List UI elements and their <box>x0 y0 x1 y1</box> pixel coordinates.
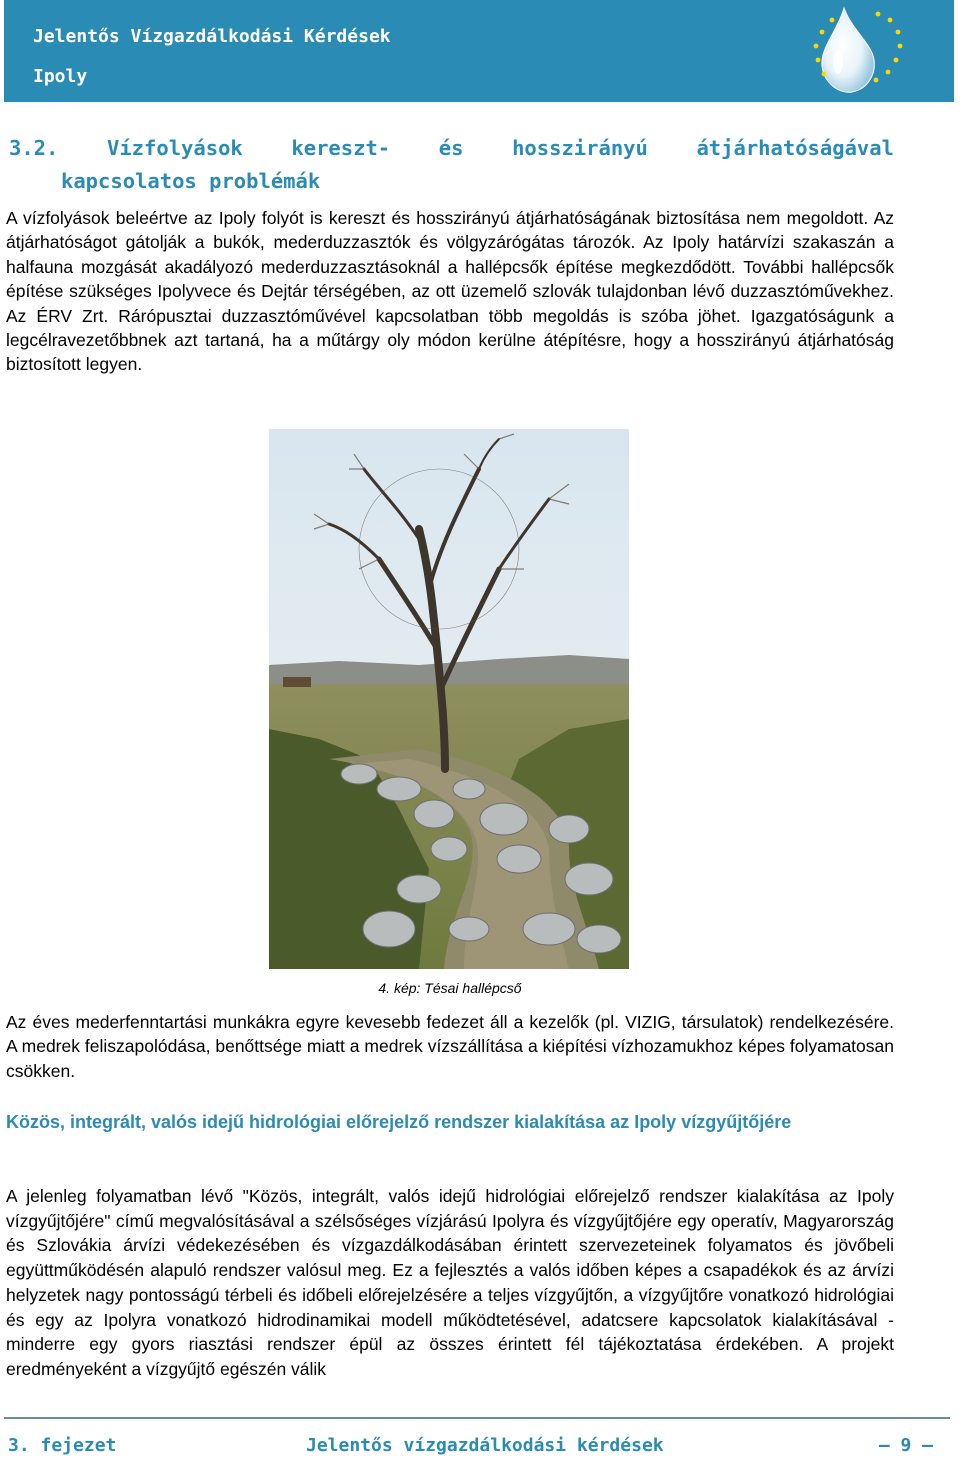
water-drop-eu-stars-logo <box>808 0 954 98</box>
section-word: kereszt- <box>291 136 391 160</box>
section-title <box>9 132 894 198</box>
section-title-line2: kapcsolatos problémák <box>61 169 321 193</box>
page-header <box>4 0 954 102</box>
header-title: Jelentős Vízgazdálkodási Kérdések <box>33 26 391 47</box>
header-subtitle: Ipoly <box>33 66 88 87</box>
subheading: Közös, integrált, valós idejű hidrológiai előrejelző rendszer kialakítása az Ipoly vízgyűjtőjére <box>6 1112 792 1132</box>
footer-rule <box>4 1417 950 1419</box>
body-paragraph: A jelenleg folyamatban lévő "Közös, integrált, valós idejű hidrológiai előrejelző rendszer kialakítása az Ipoly vízgyűjtőjére" című megvalósításával a szélsőséges vízjárású Ipolyra és vízgyűjtőjére egy operatív, Magyarország és Szlovákia árvízi védekezésében és vízgazdálkodásában érintett szervezeteinek folyamatos és jövőbeli együttműködésén alapuló rendszer valósul meg. Ez a fejlesztés a valós időben képes a csapadékok és az árvízi helyzetek nagy pontosságú térbeli és időbeli előrejelzésére a teljes vízgyűjtőn, a vízgyűjtőre vonatkozó hidrológiai és egy az Ipolyra vonatkozó hidrodinamikai modell működtetésével, adatcsere kapcsolatok kialakításával - minderre egy gyors riasztási rendszer épül az összes érintett fél tájékoztatása érdekében. A projekt eredményeként a vízgyűjtő egészén válik <box>6 1186 894 1379</box>
section-word: és <box>438 136 464 160</box>
footer-chapter: 3. fejezet <box>8 1435 117 1456</box>
footer-title: Jelentős vízgazdálkodási kérdések <box>306 1435 664 1456</box>
section-number: 3.2. <box>9 136 59 160</box>
fish-ladder-photo <box>269 429 629 969</box>
page-number: ― 9 ― <box>878 1435 933 1456</box>
body-paragraph: Az éves mederfenntartási munkákra egyre kevesebb fedezet áll a kezelők (pl. VIZIG, társulatok) rendelkezésére. A medrek feliszapolódása, benőttsége miatt a medrek vízszállítása a kiépítési vízhozamukhoz képes folyamatosan csökken. <box>6 1012 894 1081</box>
section-word: átjárhatóságával <box>696 136 894 160</box>
section-word: hosszirányú <box>512 136 648 160</box>
figure-caption: 4. kép: Tésai hallépcső <box>378 980 522 996</box>
page-footer <box>8 1435 933 1461</box>
body-paragraph: A vízfolyások beleértve az Ipoly folyót is kereszt és hosszirányú átjárhatóságának biztosítása nem megoldott. Az átjárhatóságot gátolják a bukók, mederduzzasztók és völgyzárógátas tározók. Az Ipoly határvízi szakaszán a halfauna mozgását akadályozó mederduzzasztásoknál a hallépcsők építése megkezdődött. További hallépcsők építése szükséges Ipolyvece és Dejtár térségében, az ott üzemelő szlovák tulajdonban lévő duzzasztóművekhez. Az ÉRV Zrt. Rárópusztai duzzasztóművével kapcsolatban több megoldás is szóba jöhet. Igazgatóságunk a legcélravezetőbbnek azt tartaná, ha a műtárgy oly módon kerülne átépítésre, hogy a hosszirányú átjárhatóság biztosított legyen. <box>6 208 894 375</box>
section-word: Vízfolyások <box>107 136 243 160</box>
